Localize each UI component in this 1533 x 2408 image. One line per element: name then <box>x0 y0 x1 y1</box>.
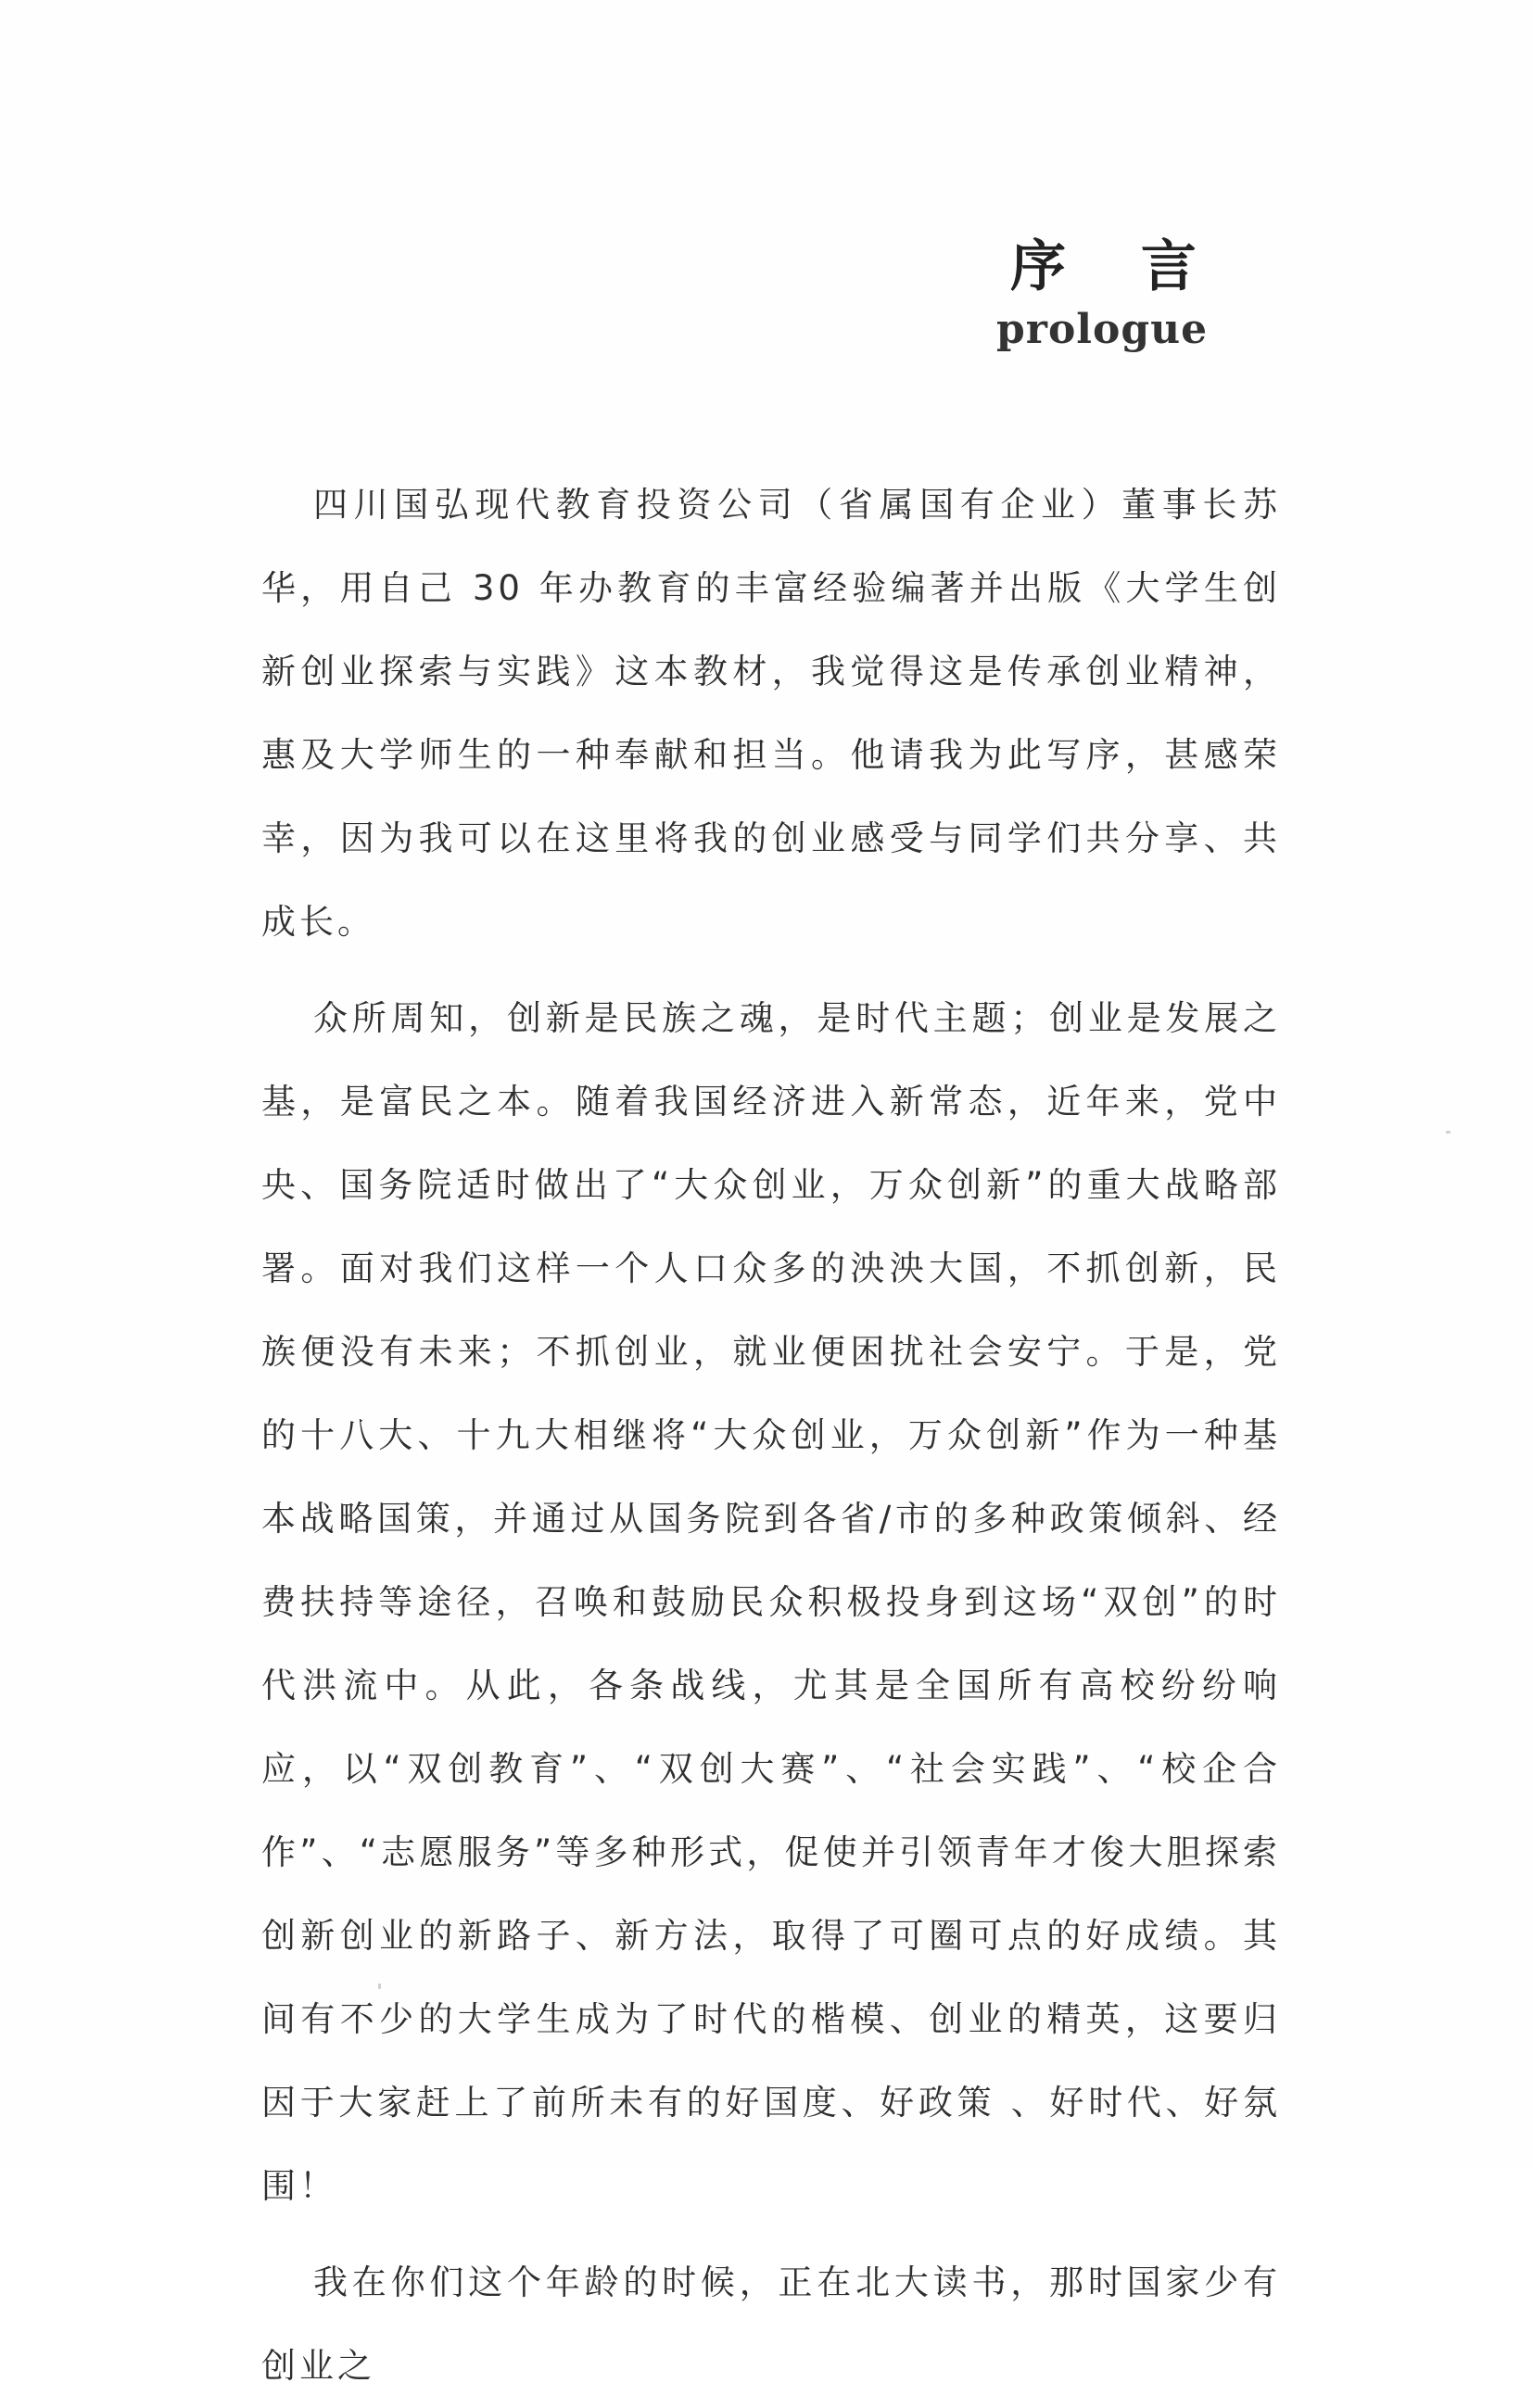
scan-speck <box>1446 1131 1451 1134</box>
page-subtitle: prologue <box>996 306 1209 353</box>
body-text <box>261 463 1281 2408</box>
page-title: 序 言 <box>1010 234 1224 299</box>
paragraph-3: 我在你们这个年龄的时候，正在北大读书，那时国家少有创业之 <box>261 2262 1281 2386</box>
paragraph-2: 众所周知，创新是民族之魂，是时代主题；创业是发展之基，是富民之本。随着我国经济进入新常态，近年来，党中央、国务院适时做出了“大众创业，万众创新”的重大战略部署。面对我们这样一个人口众多的泱泱大国，不抓创新，民族便没有未来；不抓创业，就业便困扰社会安宁。于是，党的十八大、十九大相继将“大众创业，万众创新”作为一种基本战略国策，并通过从国务院到各省/市的多种政策倾斜、经费扶持等途径，召唤和鼓励民众积极投身到这场“双创”的时代洪流中。从此，各条战线，尤其是全国所有高校纷纷响应，以“双创教育”、“双创大赛”、“社会实践”、“校企合作”、“志愿服务”等多种形式，促使并引领青年才俊大胆探索创新创业的新路子、新方法，取得了可圈可点的好成绩。其间有不少的大学生成为了时代的楷模、创业的精英，这要归因于大家赶上了前所未有的好国度、好政策 、好时代、好氛围！ <box>261 998 1281 2206</box>
paragraph-1: 四川国弘现代教育投资公司（省属国有企业）董事长苏华，用自己 30 年办教育的丰富经验编著并出版《大学生创新创业探索与实践》这本教材，我觉得这是传承创业精神，惠及大学师生的一种奉献和担当。他请我为此写序，甚感荣幸，因为我可以在这里将我的创业感受与同学们共分享、共成长。 <box>261 485 1281 942</box>
scan-speck <box>378 1983 381 1989</box>
